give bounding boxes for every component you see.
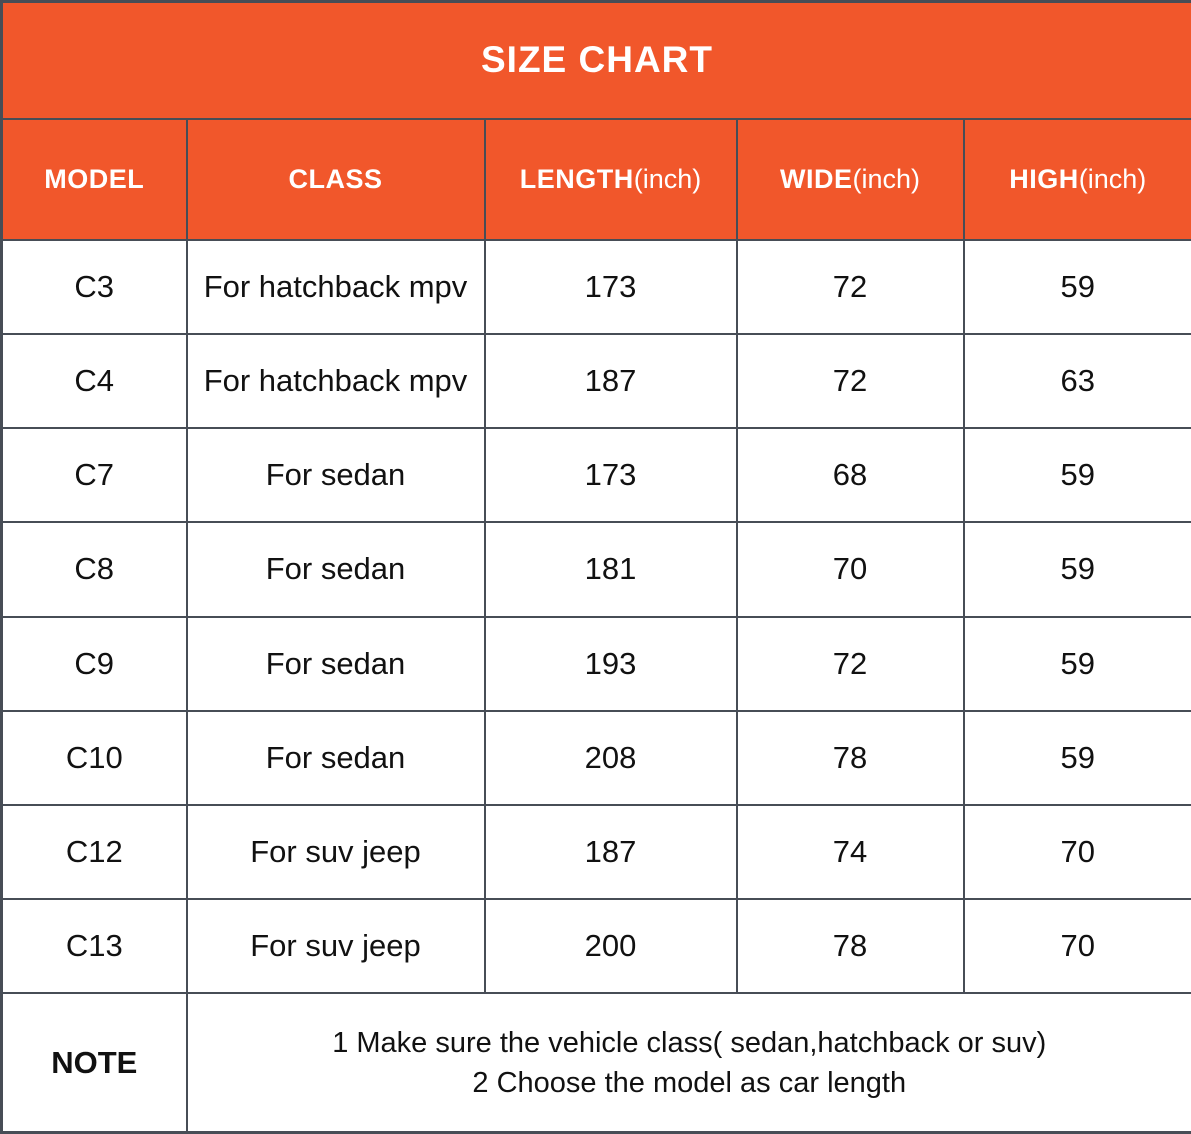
cell-model: C13: [2, 899, 187, 993]
column-header-high-unit: (inch): [1078, 163, 1147, 194]
cell-high: 59: [964, 522, 1191, 616]
cell-class: For suv jeep: [187, 899, 485, 993]
cell-wide: 72: [737, 240, 964, 334]
cell-model: C7: [2, 428, 187, 522]
cell-model: C9: [2, 617, 187, 711]
chart-title: SIZE CHART: [2, 2, 1191, 119]
column-header-row: [2, 119, 1191, 240]
table-row-c10: [2, 711, 1191, 805]
cell-high: 63: [964, 334, 1191, 428]
column-header-length-unit: (inch): [633, 163, 702, 194]
cell-length: 200: [485, 899, 737, 993]
table-row-c9: [2, 617, 1191, 711]
cell-high: 59: [964, 428, 1191, 522]
cell-wide: 68: [737, 428, 964, 522]
cell-class: For hatchback mpv: [187, 334, 485, 428]
column-header-length: [485, 119, 737, 240]
cell-high: 70: [964, 899, 1191, 993]
table-row-c13: [2, 899, 1191, 993]
cell-model: C12: [2, 805, 187, 899]
cell-model: C8: [2, 522, 187, 616]
table-row-c12: [2, 805, 1191, 899]
cell-length: 187: [485, 805, 737, 899]
column-header-high: [964, 119, 1191, 240]
note-text: [187, 993, 1191, 1132]
cell-high: 59: [964, 711, 1191, 805]
column-header-class-label: CLASS: [288, 163, 383, 194]
cell-length: 181: [485, 522, 737, 616]
note-row: [2, 993, 1191, 1132]
column-header-class: [187, 119, 485, 240]
cell-length: 193: [485, 617, 737, 711]
column-header-wide-label: WIDE: [779, 163, 853, 194]
cell-length: 208: [485, 711, 737, 805]
cell-length: 173: [485, 428, 737, 522]
cell-high: 70: [964, 805, 1191, 899]
cell-class: For hatchback mpv: [187, 240, 485, 334]
cell-class: For sedan: [187, 522, 485, 616]
table-row-c3: [2, 240, 1191, 334]
note-line-1: 1 Make sure the vehicle class( sedan,hatchback or suv): [332, 1026, 1047, 1059]
cell-high: 59: [964, 240, 1191, 334]
title-row: [2, 2, 1191, 119]
cell-model: C10: [2, 711, 187, 805]
cell-high: 59: [964, 617, 1191, 711]
cell-wide: 70: [737, 522, 964, 616]
column-header-high-label: HIGH: [1009, 163, 1079, 194]
cell-class: For suv jeep: [187, 805, 485, 899]
note-line-2: 2 Choose the model as car length: [472, 1066, 907, 1099]
cell-wide: 78: [737, 711, 964, 805]
cell-class: For sedan: [187, 617, 485, 711]
column-header-length-label: LENGTH: [519, 163, 634, 194]
cell-class: For sedan: [187, 428, 485, 522]
cell-length: 187: [485, 334, 737, 428]
cell-model: C4: [2, 334, 187, 428]
cell-model: C3: [2, 240, 187, 334]
cell-wide: 72: [737, 334, 964, 428]
cell-length: 173: [485, 240, 737, 334]
cell-wide: 78: [737, 899, 964, 993]
table-row-c7: [2, 428, 1191, 522]
note-label: NOTE: [2, 993, 187, 1132]
cell-wide: 72: [737, 617, 964, 711]
column-header-wide: [737, 119, 964, 240]
column-header-model-label: MODEL: [44, 163, 145, 194]
cell-wide: 74: [737, 805, 964, 899]
table-row-c4: [2, 334, 1191, 428]
column-header-model: [2, 119, 187, 240]
table-row-c8: [2, 522, 1191, 616]
cell-class: For sedan: [187, 711, 485, 805]
column-header-wide-unit: (inch): [852, 163, 920, 194]
